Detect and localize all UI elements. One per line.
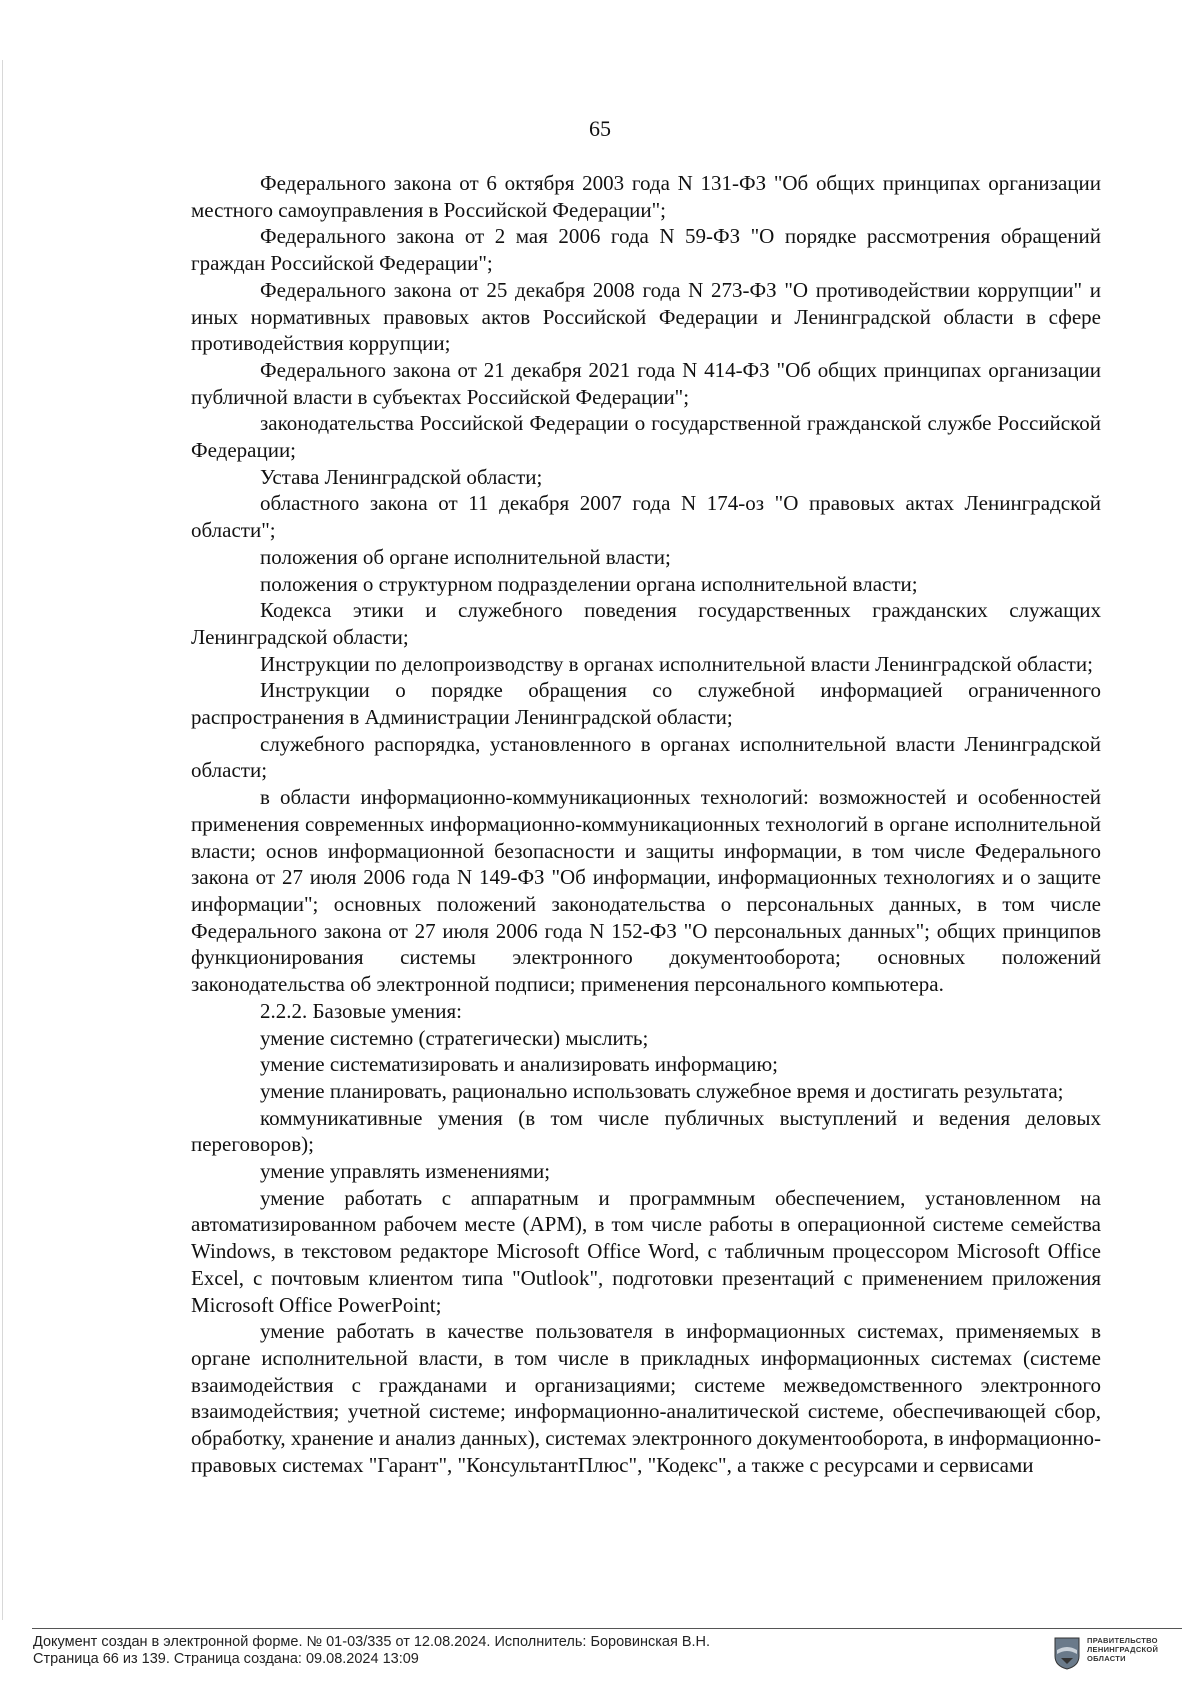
footer-page-info: Страница 66 из 139. Страница создана: 09.08.2024 13:09 xyxy=(33,1651,419,1667)
paragraph: умение управлять изменениями; xyxy=(260,1159,551,1184)
scan-edge-line xyxy=(2,60,3,1620)
paragraph: Инструкции о порядке обращения со служебной информацией ограниченного распространения в Администрации Ленинградской области; xyxy=(191,678,1101,730)
logo-caption: ПРАВИТЕЛЬСТВО ЛЕНИНГРАДСКОЙ ОБЛАСТИ xyxy=(1087,1636,1159,1663)
paragraph: умение планировать, рационально использовать служебное время и достигать результата; xyxy=(260,1078,1064,1103)
paragraph: Федерального закона от 2 мая 2006 года N 59-ФЗ "О порядке рассмотрения обращений граждан Российской Федерации"; xyxy=(191,224,1101,276)
paragraph: Федерального закона от 6 октября 2003 года N 131-ФЗ "Об общих принципах организации местного самоуправления в Российской Федерации"; xyxy=(191,171,1101,222)
paragraph: умение работать в качестве пользователя в информационных системах, применяемых в органе исполнительной власти, в том числе в прикладных информационных системах (системе взаимодействия с гражданами и организациями; системе межведомственного электронного взаимодействия; учетной системе; информационно-аналитической системе, обеспечивающей сбор, обработку, хранение и анализ данных), системах электронного документооборота, в информационно-правовых системах "Гарант", "КонсультантПлюс", "Кодекс", а также с ресурсами и сервисами xyxy=(191,1319,1101,1477)
paragraph: Федерального закона от 21 декабря 2021 года N 414-ФЗ "Об общих принципах организации публичной власти в субъектах Российской Федерации"; xyxy=(191,357,1101,409)
paragraph: коммуникативные умения (в том числе публичных выступлений и ведения деловых переговоров); xyxy=(191,1105,1101,1157)
footer-divider xyxy=(32,1628,1182,1629)
footer-document-info: Документ создан в электронной форме. № 01-03/335 от 12.08.2024. Исполнитель: Боровинская В.Н. xyxy=(33,1634,711,1650)
paragraph: Федерального закона от 25 декабря 2008 года N 273-ФЗ "О противодействии коррупции" и иных нормативных правовых актов Российской Федерации и Ленинградской области в сфере противодействия коррупции; xyxy=(191,277,1101,356)
paragraph: Кодекса этики и служебного поведения государственных гражданских служащих Ленинградской области; xyxy=(191,598,1101,649)
paragraph: Инструкции по делопроизводству в органах исполнительной власти Ленинградской области; xyxy=(260,651,1093,676)
coat-of-arms-icon xyxy=(1053,1636,1081,1670)
paragraph: в области информационно-коммуникационных технологий: возможностей и особенностей применения современных информационно-коммуникационных технологий в органе исполнительной власти; основ информационной безопасности и защиты информации, в том числе Федерального закона от 27 июля 2006 года N 149-ФЗ "Об информации, информационных технологиях и о защите информации"; основных положений законодательства о персональных данных, в том числе Федерального закона от 27 июля 2006 года N 152-ФЗ "О персональных данных"; общих принципов функционирования системы электронного документооборота; основных положений законодательства об электронной подписи; применения персонального компьютера. xyxy=(191,785,1101,997)
paragraph: законодательства Российской Федерации о государственной гражданской службе Российской Федерации; xyxy=(191,411,1101,463)
document-body xyxy=(191,170,1101,1478)
paragraph: Устава Ленинградской области; xyxy=(260,464,543,489)
paragraph: служебного распорядка, установленного в органах исполнительной власти Ленинградской области; xyxy=(191,731,1101,783)
paragraph: умение системно (стратегически) мыслить; xyxy=(260,1025,649,1050)
page-number: 65 xyxy=(589,116,611,141)
paragraph: положения об органе исполнительной власти; xyxy=(260,544,671,569)
footer xyxy=(33,1634,710,1668)
government-logo xyxy=(1053,1636,1158,1670)
paragraph: умение работать с аппаратным и программным обеспечением, установленном на автоматизированном рабочем месте (АРМ), в том числе работы в операционной системе семейства Windows, в текстовом редакторе Microsoft Office Word, с табличным процессором Microsoft Office Excel, с почтовым клиентом типа "Outlook", подготовки презентаций с применением приложения Microsoft Office PowerPoint; xyxy=(191,1185,1101,1317)
paragraph: 2.2.2. Базовые умения: xyxy=(260,998,462,1023)
paragraph: областного закона от 11 декабря 2007 года N 174-оз "О правовых актах Ленинградской области"; xyxy=(191,491,1101,543)
paragraph: умение систематизировать и анализировать информацию; xyxy=(260,1052,779,1077)
paragraph: положения о структурном подразделении органа исполнительной власти; xyxy=(260,571,918,596)
